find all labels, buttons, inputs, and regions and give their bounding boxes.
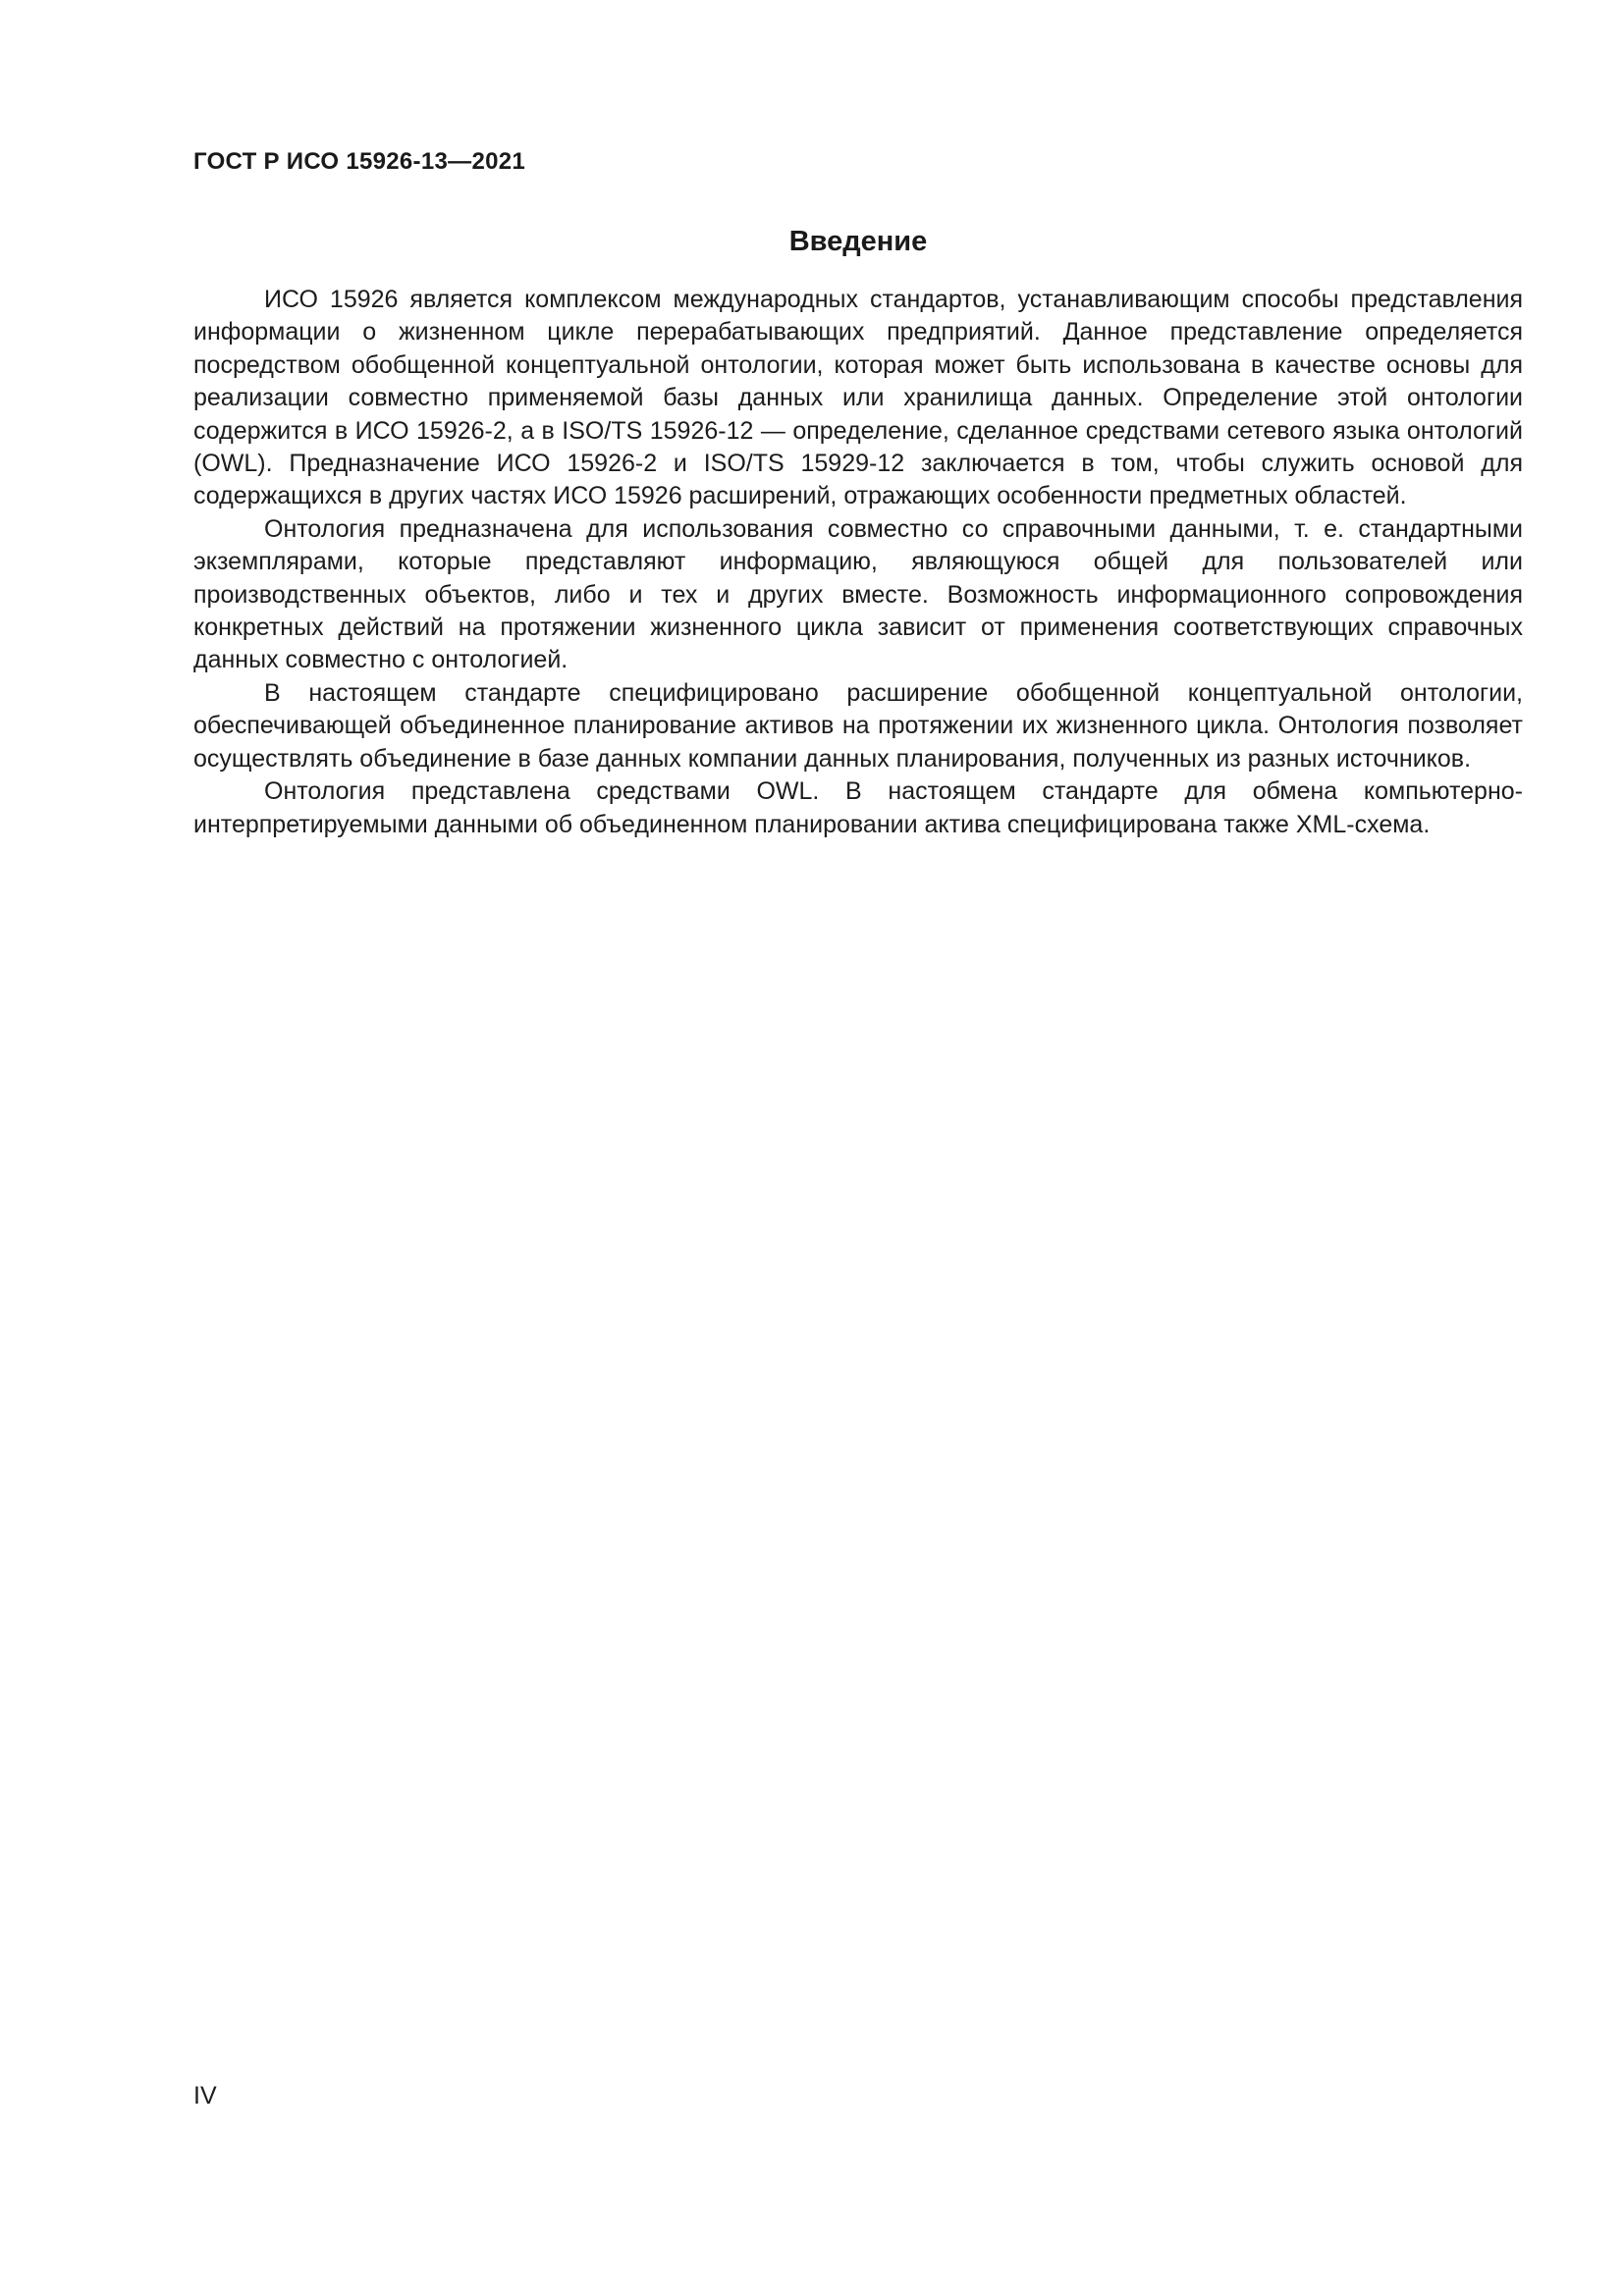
standard-designation: ГОСТ Р ИСО 15926-13—2021 [193, 148, 526, 175]
section-title: Введение [788, 226, 928, 257]
paragraph: Онтология представлена средствами OWL. В настоящем стандарте для обмена компьютерно-интерпретируемыми данными об объединенном планировании актива специфицирована также XML-схема. [193, 777, 1523, 838]
paragraph: ИСО 15926 является комплексом международных стандартов, устанавливающим способы представления информации о жизненном цикле перерабатывающих предприятий. Данное представление определяется посредством обобщенной концептуальной онтологии, которая может быть использована в качестве основы для реализации совместно применяемой базы данных или хранилища данных. Определение этой онтологии содержится в ИСО 15926-2, а в ISO/TS 15926-12 — определение, сделанное средствами сетевого языка онтологий (OWL). Предназначение ИСО 15926-2 и ISO/TS 15929-12 заключается в том, чтобы служить основой для содержащихся в других частях ИСО 15926 расширений, отражающих особенности предметных областей. [193, 286, 1523, 510]
paragraph: Онтология предназначена для использования совместно со справочными данными, т. е. стандартными экземплярами, которые представляют информацию, являющуюся общей для пользователей или производственных объектов, либо и тех и других вместе. Возможность информационного сопровождения конкретных действий на протяжении жизненного цикла зависит от применения соответствующих справочных данных совместно с онтологией. [193, 514, 1523, 674]
introduction-body [193, 284, 1523, 841]
paragraph: В настоящем стандарте специфицировано расширение обобщенной концептуальной онтологии, обеспечивающей объединенное планирование активов на протяжении их жизненного цикла. Онтология позволяет осуществлять объединение в базе данных компании данных планирования, полученных из разных источников. [193, 678, 1523, 773]
page-number: IV [193, 2082, 217, 2109]
